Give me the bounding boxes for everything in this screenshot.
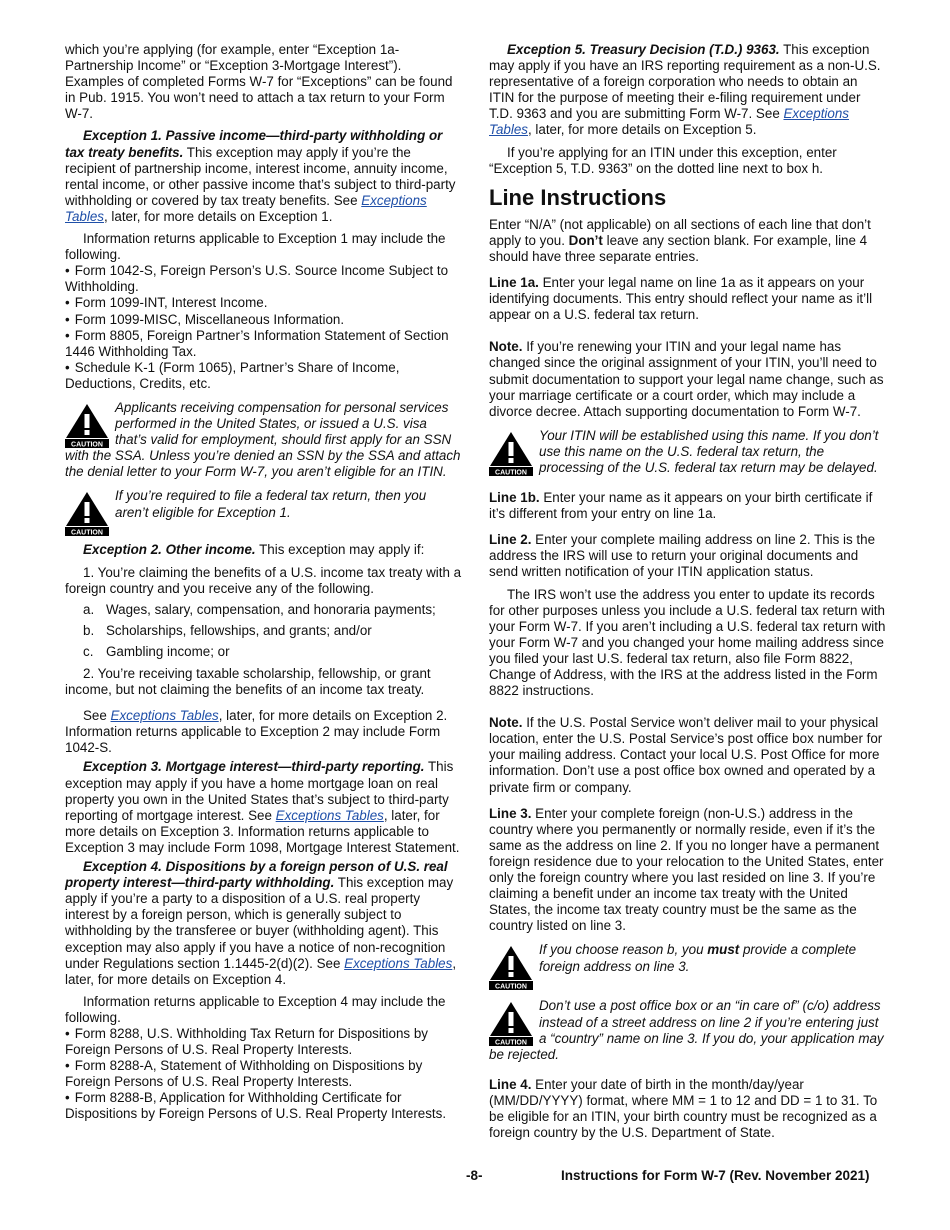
note-2-paragraph — [489, 715, 886, 795]
exception-1-text: This exception may apply if you’re the recipient of partnership income, interest income, annuity income, rental income, or other passive income that’s subject to third-party withholding or covered by tax treaty benefits. See — [65, 144, 456, 208]
exception-1-bullet-list — [65, 263, 462, 392]
line-1b-text: Enter your name as it appears on your birth certificate if it’s different from your entry on line 1a. — [489, 490, 873, 522]
exception-2-see-text: See — [83, 708, 111, 724]
list-item — [65, 623, 462, 639]
note-1-paragraph — [489, 339, 886, 419]
list-item: • Form 8288, U.S. Withholding Tax Return for Dispositions by Foreign Persons of U.S. Real Property Interests. — [65, 1026, 462, 1058]
list-letter: c. — [83, 643, 94, 659]
caution-text: Your ITIN will be established using this name. If you don’t use this name on the U.S. federal tax return, the processing of the U.S. federal tax return may be delayed. — [539, 427, 879, 475]
caution-icon — [65, 490, 109, 536]
exception-1-paragraph — [65, 128, 462, 225]
exception-2-text: This exception may apply if: — [255, 542, 425, 558]
svg-text:CAUTION: CAUTION — [71, 529, 103, 537]
exception-3-text-end: , later, for more details on Exception 3. Information returns applicable to Exception 3 may include Form 1098, Mortgage Interest Statement. — [65, 807, 460, 855]
caution-note — [489, 428, 886, 476]
line-2-paragraph — [489, 532, 886, 580]
list-item: • Form 8805, Foreign Partner’s Information Statement of Section 1446 Withholding Tax. — [65, 328, 462, 360]
caution-text-part: If you choose reason b, you — [539, 942, 708, 958]
caution-icon — [489, 1000, 533, 1046]
exception-5-paragraph — [489, 42, 886, 139]
na-text-end: leave any section blank. For example, line 4 should have three separate entries. — [489, 232, 868, 264]
line-3-label: Line 3. — [489, 805, 532, 821]
exceptions-tables-link[interactable]: Exceptions Tables — [275, 807, 384, 823]
caution-bold: must — [707, 942, 740, 958]
exception-4-title: Exception 4. Dispositions by a foreign person of U.S. real property interest—third-party withholding. — [65, 859, 448, 891]
exception-1-info: Information returns applicable to Exception 1 may include the following. — [65, 231, 446, 263]
note-label: Note. — [489, 715, 523, 731]
caution-text: Don’t use a post office box or an “in care of” (c/o) address instead of a street address on line 2 if you’re entering just a “country” name on line 3. If you do, your application may be rejected. — [489, 998, 884, 1062]
caution-text: If you’re required to file a federal tax return, then you aren’t eligible for Exception 1. — [115, 488, 427, 520]
exceptions-tables-link[interactable]: Exceptions Tables — [110, 708, 219, 724]
exceptions-tables-link[interactable]: Exceptions Tables — [65, 192, 427, 224]
caution-text-part: provide a complete foreign address on line 3. — [539, 942, 857, 974]
exception-1-title: Exception 1. Passive income—third-party withholding or tax treaty benefits. — [65, 128, 443, 160]
line-2-label: Line 2. — [489, 532, 532, 548]
note-text: If you’re renewing your ITIN and your legal name has changed since the original assignment of your ITIN, you’ll need to submit documentation to support your legal name change, such as your marriage certificate or a court order, which may include a divorce decree. Attach supporting documentation to Form W-7. — [489, 339, 884, 419]
right-column — [489, 42, 886, 1141]
list-item — [65, 602, 462, 618]
exception-4-text: This exception may apply if you’re a party to a disposition of a U.S. real property interest by a foreign person, which is generally subject to withholding by the transferee or buyer (withholding agent). This exception may also apply if you have a notice of non-recognition under Regulations section 1.1445-2(d)(2). See — [65, 875, 454, 971]
exception-4-bullet-list — [65, 1026, 462, 1123]
na-paragraph — [489, 217, 886, 265]
line-1b-paragraph — [489, 490, 886, 522]
list-item: • Form 1099-MISC, Miscellaneous Information. — [65, 312, 462, 328]
svg-text:CAUTION: CAUTION — [495, 1039, 527, 1047]
line-1a-paragraph — [489, 275, 886, 323]
list-letter: b. — [83, 622, 95, 638]
na-bold: Don’t — [568, 232, 603, 248]
exceptions-tables-link[interactable]: Exceptions Tables — [489, 106, 849, 138]
exception-5-text: This exception may apply if you have an IRS reporting requirement as a non-U.S. representative of a foreign corporation who needs to obtain an ITIN for the purpose of meeting their e-filing requirement under T.D. 9363 and you are submitting Form W-7. See — [489, 42, 881, 122]
svg-text:CAUTION: CAUTION — [71, 441, 103, 448]
list-item: • Form 8288-B, Application for Withholding Certificate for Dispositions by Foreign Persons of U.S. Real Property Interests. — [65, 1090, 462, 1122]
exception-4-info: Information returns applicable to Exception 4 may include the following. — [65, 993, 446, 1025]
exception-5-text-end: , later, for more details on Exception 5. — [527, 122, 757, 138]
line-3-text: Enter your complete foreign (non-U.S.) address in the country where you permanently or normally reside, even if it’s the same as the address on line 2. If you no longer have a permanent foreign residence due to your relocation to the United States, enter only the foreign country where you last resided on line 3. If you’re claiming a benefit under an income tax treaty with the United States, the income tax treaty country must be the same as the country listed on line 3. — [489, 805, 884, 934]
exceptions-tables-link[interactable]: Exceptions Tables — [344, 955, 453, 971]
line-4-text: Enter your date of birth in the month/day/year (MM/DD/YYYY) format, where MM = 1 to 12 and DD = 1 to 31. To be eligible for an ITIN, your birth country must be recognized as a foreign country by the U.S. Department of State. — [489, 1076, 878, 1141]
exception-4-text-end: , later, for more details on Exception 4. — [65, 955, 457, 987]
list-item: • Form 8288-A, Statement of Withholding on Dispositions by Foreign Persons of U.S. Real Property Interests. — [65, 1058, 462, 1090]
exception-3-paragraph — [65, 759, 462, 856]
caution-note — [489, 942, 886, 990]
caution-text — [539, 942, 856, 973]
exception-3-title: Exception 3. Mortgage interest—third-party reporting. — [83, 759, 425, 775]
document-title: Instructions for Form W-7 (Rev. November 2021) — [561, 1168, 870, 1183]
exception-2-title: Exception 2. Other income. — [83, 542, 256, 558]
line-4-label: Line 4. — [489, 1076, 532, 1092]
exception-4-paragraph — [65, 859, 462, 988]
na-text: Enter “N/A” (not applicable) on all sections of each line that don’t apply to you. — [489, 216, 871, 248]
exception-2-see-text-end: , later, for more details on Exception 2. Information returns applicable to Exception 2 may include Form 1042-S. — [65, 708, 448, 756]
exception-5-apply: If you’re applying for an ITIN under this exception, enter “Exception 5, T.D. 9363” on the dotted line next to box h. — [489, 144, 837, 176]
caution-text: Applicants receiving compensation for personal services performed in the United States, or issued a U.S. visa that’s valid for employment, should first apply for an SSN with the SSA. Unless you’re denied an SSN by the SSA and attach the denial letter to your Form W-7, you aren’t eligible for an ITIN. — [65, 399, 461, 480]
list-text: Scholarships, fellowships, and grants; and/or — [106, 622, 372, 638]
exception-2-see-paragraph — [65, 708, 462, 756]
caution-note — [65, 400, 462, 480]
line-4-paragraph — [489, 1077, 886, 1141]
line-2-address-paragraph: The IRS won’t use the address you enter to update its records for other purposes unless you include a U.S. federal tax return with your Form W-7. If you aren’t including a U.S. federal tax return with your Form W-7 and you changed your home mailing address since you filed your last U.S. federal tax return, also file Form 8822, Change of Address, with the IRS at the address listed in the Form 8822 instructions. — [489, 586, 886, 699]
line-1b-label: Line 1b. — [489, 490, 540, 506]
line-1a-label: Line 1a. — [489, 275, 539, 291]
exception-5-title: Exception 5. Treasury Decision (T.D.) 9363. — [507, 42, 780, 57]
caution-note — [489, 998, 886, 1062]
exception-1-text-end: , later, for more details on Exception 1. — [103, 208, 333, 224]
line-3-paragraph — [489, 806, 886, 935]
line-2-text: Enter your complete mailing address on line 2. This is the address the IRS will use to return your original documents and send written notification of your ITIN application status. — [489, 532, 876, 580]
note-text: If the U.S. Postal Service won’t deliver mail to your physical location, enter the U.S. Postal Service’s post office box number for your mailing address. Contact your local U.S. Post Office for more information. Don’t use a post office box owned and operated by a private firm or company. — [489, 715, 883, 795]
exception-2-paragraph — [65, 542, 462, 558]
left-column — [65, 42, 462, 1123]
page-number: -8- — [466, 1168, 483, 1183]
caution-note — [65, 488, 462, 536]
list-text: Gambling income; or — [106, 643, 230, 659]
caution-icon — [489, 944, 533, 990]
line-1a-text: Enter your legal name on line 1a as it appears on your identifying documents. This entry should reflect your name as it’ll appear on a U.S. federal tax return. — [489, 275, 873, 323]
list-item: • Schedule K-1 (Form 1065), Partner’s Share of Income, Deductions, Credits, etc. — [65, 360, 462, 392]
caution-icon — [65, 402, 109, 448]
exception-2-item-1: 1. You’re claiming the benefits of a U.S. income tax treaty with a foreign country and you receive any of the following. — [65, 564, 462, 596]
note-label: Note. — [489, 339, 523, 355]
list-text: Wages, salary, compensation, and honoraria payments; — [106, 601, 436, 617]
list-item: • Form 1099-INT, Interest Income. — [65, 295, 462, 311]
line-instructions-heading: Line Instructions — [489, 184, 667, 210]
caution-icon — [489, 430, 533, 476]
list-letter: a. — [83, 601, 95, 617]
intro-paragraph: which you’re applying (for example, enter “Exception 1a-Partnership Income” or “Exception 3-Mortgage Interest”). Examples of completed Forms W-7 for “Exceptions” can be found in Pub. 1915. You won’t need to attach a tax return to your Form W-7. — [65, 42, 453, 122]
exception-2-item-2: 2. You’re receiving taxable scholarship, fellowship, or grant income, but not claiming the benefits of an income tax treaty. — [65, 666, 431, 698]
svg-text:CAUTION: CAUTION — [495, 469, 527, 476]
exception-3-text: This exception may apply if you have a home mortgage loan on real property you own in the United States that’s subject to third-party reporting of mortgage interest. See — [65, 759, 454, 823]
svg-text:CAUTION: CAUTION — [495, 983, 527, 991]
list-item: • Form 1042-S, Foreign Person’s U.S. Source Income Subject to Withholding. — [65, 263, 462, 295]
list-item — [65, 644, 462, 660]
